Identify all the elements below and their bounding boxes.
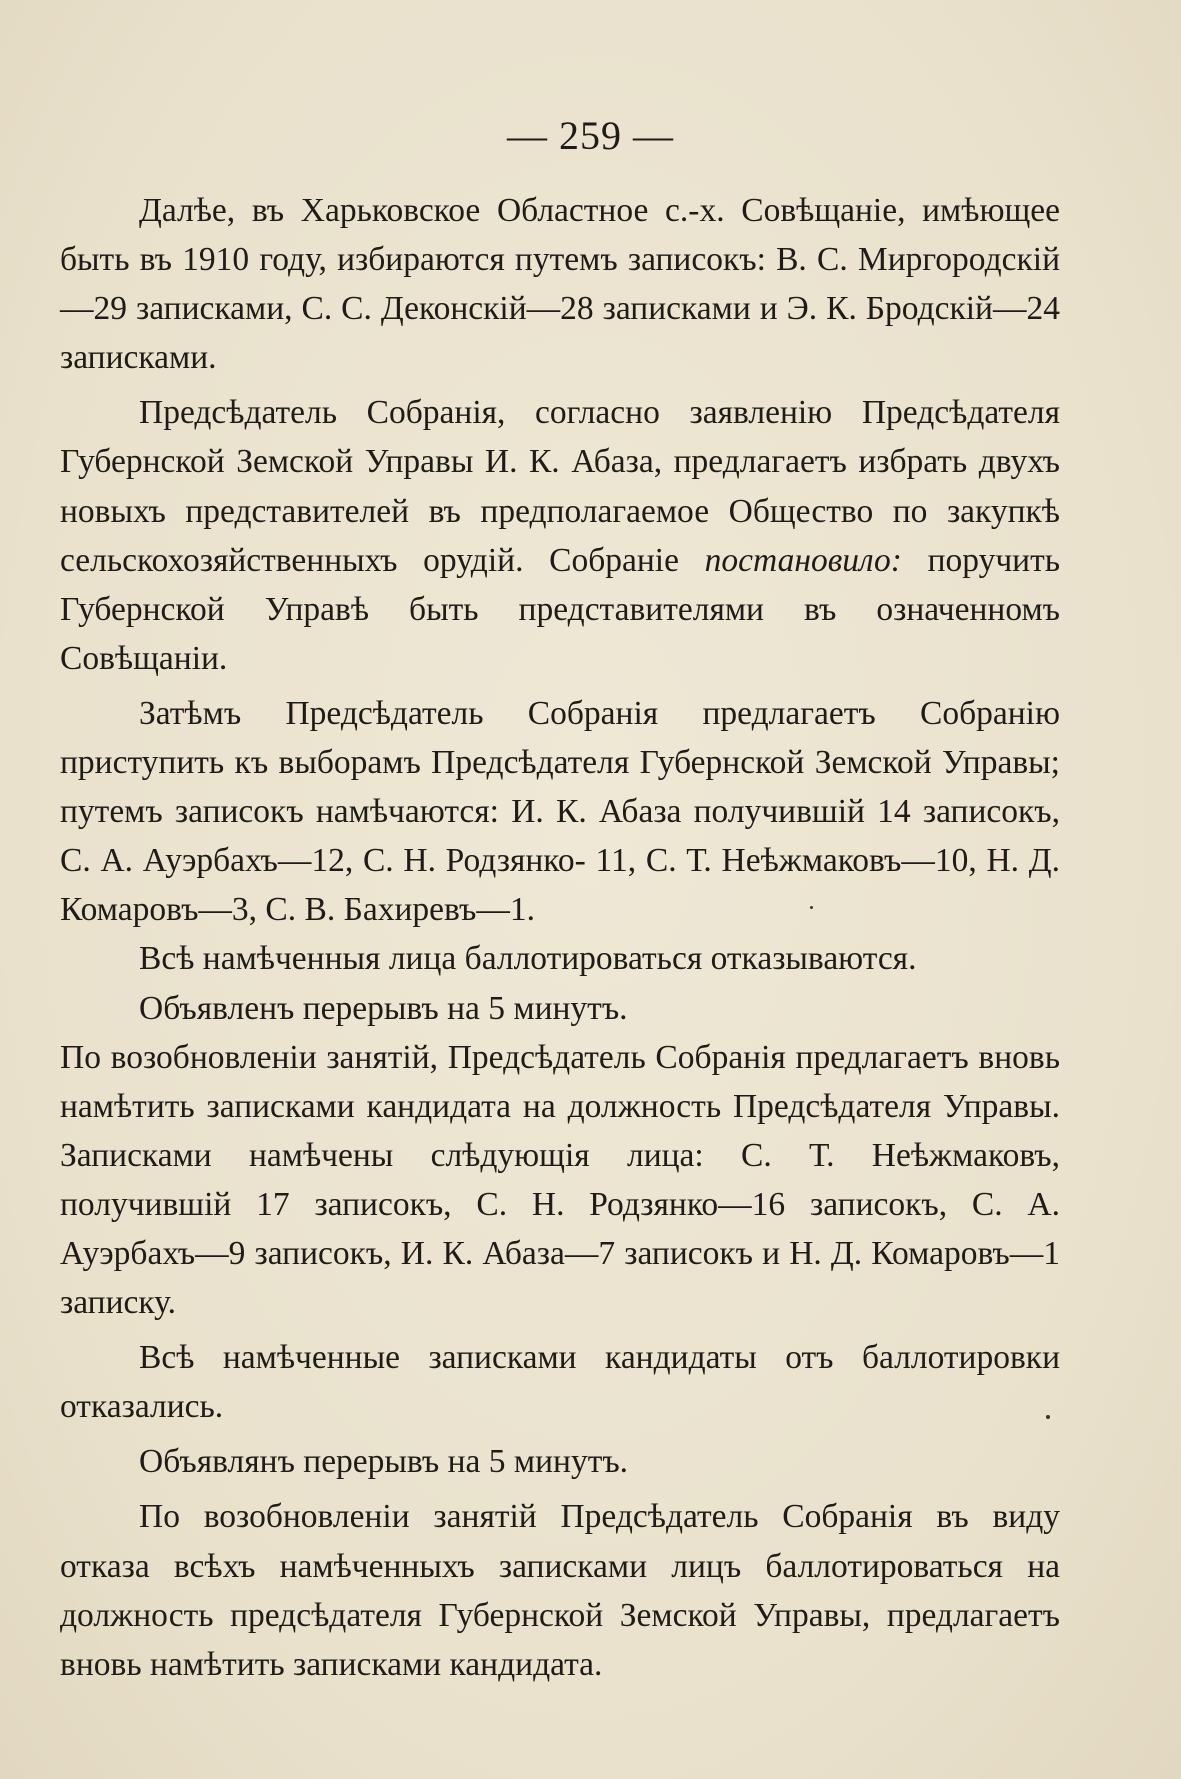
resolution-emphasis: постановило:: [704, 541, 902, 579]
paragraph-delegates-election: Далѣе, въ Харьковское Областное с.-х. Совѣщаніе, имѣющее быть въ 1910 году, избираются путемъ записокъ: В. С. Миргородскій—29 записками, С. С. Деконскій—28 записками и Э. К. Бродскій—24 записками.: [60, 192, 1060, 377]
paragraph-third-nominations: По возобновленіи занятій Предсѣдатель Собранія въ виду отказа всѣхъ намѣченныхъ записками лицъ баллотироваться на должность предсѣдателя Губернской Земской Управы, предлагаетъ вновь намѣтить записками кандидата.: [60, 1498, 1060, 1683]
paragraph-text: поручить Губернской Управѣ быть представителями въ означенномъ Совѣщаніи.: [60, 541, 1061, 677]
paragraph-representatives-resolution: [60, 388, 1060, 683]
print-speck: [810, 906, 813, 909]
print-speck: [1046, 1415, 1050, 1419]
paragraph-all-decline: Всѣ намѣченныя лица баллотироваться отказываются.: [139, 940, 917, 978]
paragraph-text: Предсѣдатель Собранія, согласно заявленію Предсѣдателя Губернской Земской Управы И. К. Абаза, предлагаетъ избрать двухъ новыхъ представителей въ предполагаемое Общество по закупкѣ сельскохозяйственныхъ орудій. Собраніе: [60, 394, 1060, 579]
paragraph-recess-announced: Объявленъ перерывъ на 5 минутъ.: [139, 989, 628, 1027]
paragraph-recess-announced-again: Объявлянъ перерывъ на 5 минутъ.: [139, 1443, 629, 1481]
paragraph-second-nominations: По возобновленіи занятій, Предсѣдатель Собранія предлагаетъ вновь намѣтить записками кандидата на должность Предсѣдателя Управы. Записками намѣчены слѣдующія лица: С. Т. Неѣжмаковъ, получившій 17 записокъ, С. Н. Родзянко—16 записокъ, С. А. Ауэрбахъ—9 записокъ, И. К. Абаза—7 записокъ и Н. Д. Комаровъ—1 записку.: [60, 1038, 1060, 1322]
body-text: [60, 186, 1060, 1689]
page-number: — 259 —: [507, 113, 674, 158]
paragraph-chairman-nominations: Затѣмъ Предсѣдатель Собранія предлагаетъ Собранію приступить къ выборамъ Предсѣдателя Губернской Земской Управы; путемъ записокъ намѣчаются: И. К. Абаза получившій 14 записокъ, С. А. Ауэрбахъ—12, С. Н. Родзянко- 11, С. Т. Неѣжмаковъ—10, Н. Д. Комаровъ—3, С. В. Бахиревъ—1.: [60, 694, 1060, 929]
paragraph-candidates-declined: Всѣ намѣченные записками кандидаты отъ баллотировки отказались.: [60, 1339, 1060, 1426]
